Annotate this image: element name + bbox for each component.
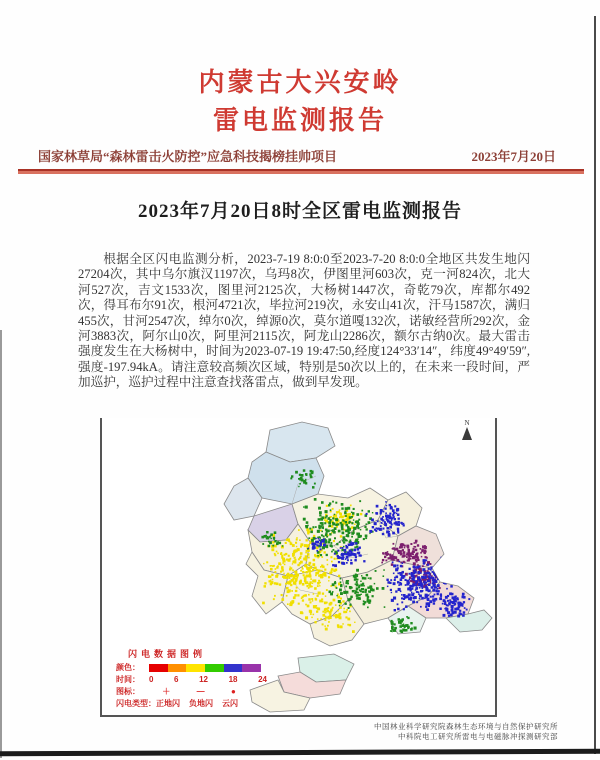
legend-icon-label: 图标： [116,687,140,696]
legend-color-bar [149,664,261,672]
footer-line1: 中国林业科学研究院森林生态环境与自然保护研究所 [374,722,558,731]
project-label: 国家林草局“森林雷击火防控”应急科技揭榜挂帅项目 [38,149,338,164]
legend-color-row [116,662,296,673]
north-label: N [464,419,470,427]
legend-type-row [116,698,296,709]
section-title: 2023年7月20日8时全区雷电监测报告 [137,201,462,222]
legend-icon-symbols: ＋ — ● [162,687,236,696]
legend-time-row [116,674,296,685]
lightning-map [100,418,497,717]
legend-color-label: 颜色： [116,663,140,672]
report-title-line2: 雷电监测报告 [212,106,387,135]
body-paragraph: 根据全区闪电监测分析，2023-7-19 8:0:0至2023-7-20 8:0:0全地区共发生地闪27204次，其中乌尔旗汉1197次，乌玛8次，伊图里河603次，克一河824次，北大河527次，吉文1533次，图里河2125次，大杨树1447次，奇乾79次，库都尔492次，得耳布尔91次，根河4721次，毕拉河219次，永安山41次，汗马1587次，满归455次，甘河2547次，绰尔0次，绰源0次，莫尔道嘎132次，诺敏经营所292次，金河3883次，阿尔山0次，阿里河2115次，阿龙山2286次，额尔古纳0次。最大雷击强度发生在大杨树中，时间为2023-07-19 19:47:50,经度124°33′14″，纬度49°49′59″,强度-197.94kA。请注意较高频次区域，特别是50次以上的，在未来一段时间，严加巡护，巡护过程中注意查找落雷点，做到早发现。 [78,252,530,390]
north-arrow [459,420,475,440]
legend-type-label: 闪电类型： [116,699,156,708]
photo-edge-bottom [0,749,600,757]
north-arrow-icon [462,427,472,440]
legend-type-values: 正地闪 负地闪 云闪 [156,699,238,708]
subtitle-row [38,146,556,165]
report-date: 2023年7月20日 [471,149,556,164]
report-title-line1: 内蒙古大兴安岭 [198,68,402,97]
header-divider [18,169,584,174]
legend-time-label: 时间： [116,675,140,684]
legend-time-ticks: 0 6 12 18 24 [149,675,267,684]
legend-icon-row [116,686,296,697]
footer-line2: 中科院电工研究所雷电与电磁脉冲探测研究部 [398,732,558,741]
footer-institutions [374,722,558,742]
map-legend [116,649,296,710]
legend-title: 闪电数据图例 [128,649,207,659]
photo-edge-left [0,330,2,758]
